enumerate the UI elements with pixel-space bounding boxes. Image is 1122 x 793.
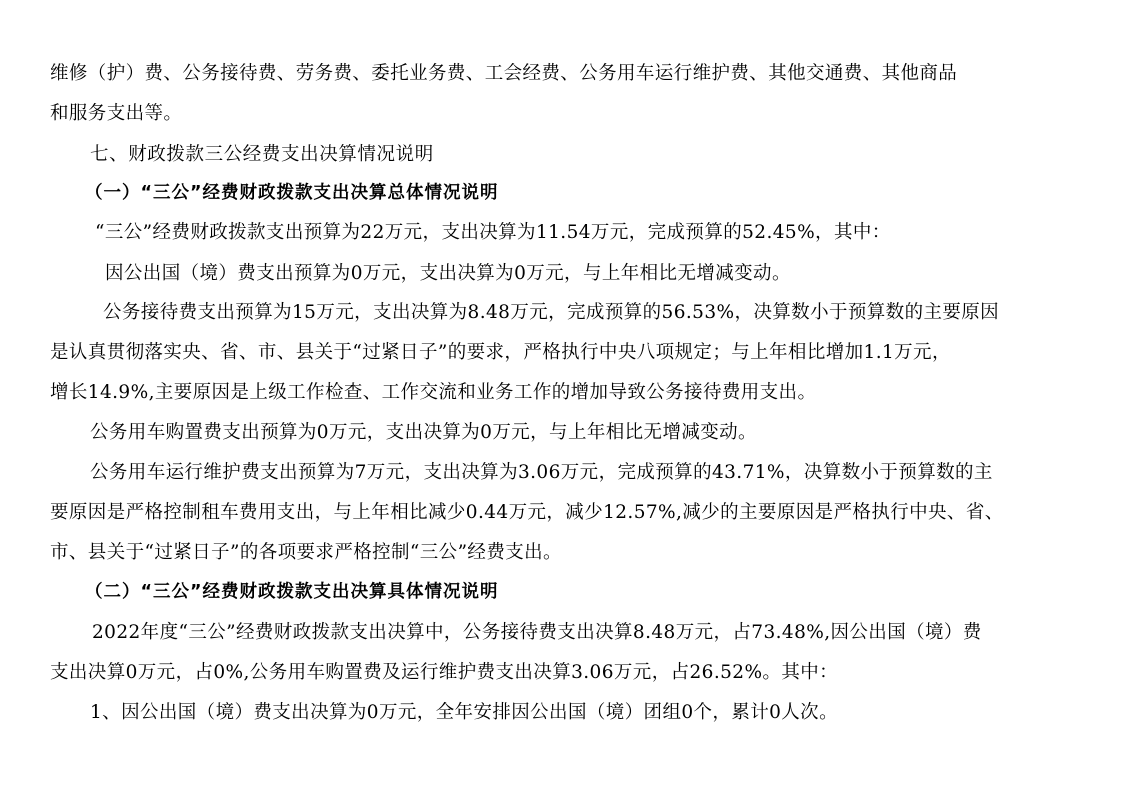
vehicle-purchase-paragraph: 公务用车购置费支出预算为0万元，支出决算为0万元，与上年相比无增减变动。 bbox=[90, 422, 757, 443]
intro-paragraph-line-2: 和服务支出等。 bbox=[50, 103, 183, 124]
detail-paragraph-line-2: 支出决算0万元，占0%,公务用车购置费及运行维护费支出决算3.06万元，占26.52%。其中： bbox=[50, 662, 839, 683]
section-heading: 七、财政拨款三公经费支出决算情况说明 bbox=[90, 144, 434, 165]
vehicle-operation-paragraph-line-3: 市、县关于“过紧日子”的各项要求严格控制“三公”经费支出。 bbox=[50, 542, 562, 563]
reception-paragraph-line-3: 增长14.9%,主要原因是上级工作检查、工作交流和业务工作的增加导致公务接待费用支出。 bbox=[50, 382, 817, 403]
vehicle-operation-paragraph-line-2: 要原因是严格控制租车费用支出，与上年相比减少0.44万元，减少12.57%,减少的主要原因是严格执行中央、省、 bbox=[50, 502, 1004, 523]
abroad-paragraph: 因公出国（境）费支出预算为0万元，支出决算为0万元，与上年相比无增减变动。 bbox=[105, 263, 791, 284]
detail-paragraph-line-1: 2022年度“三公”经费财政拨款支出决算中，公务接待费支出决算8.48万元，占73.48%,因公出国（境）费 bbox=[92, 622, 982, 643]
reception-paragraph-line-2: 是认真贯彻落实央、省、市、县关于“过紧日子”的要求，严格执行中央八项规定；与上年相比增加1.1万元， bbox=[50, 342, 951, 363]
vehicle-operation-paragraph-line-1: 公务用车运行维护费支出预算为7万元，支出决算为3.06万元，完成预算的43.71%，决算数小于预算数的主 bbox=[90, 462, 993, 483]
item-1-paragraph: 1、因公出国（境）费支出决算为0万元，全年安排因公出国（境）团组0个，累计0人次。 bbox=[90, 702, 838, 723]
intro-paragraph-line-1: 维修（护）费、公务接待费、劳务费、委托业务费、工会经费、公务用车运行维护费、其他交通费、其他商品 bbox=[50, 63, 958, 84]
total-paragraph: “三公”经费财政拨款支出预算为22万元，支出决算为11.54万元，完成预算的52.45%，其中： bbox=[95, 222, 891, 243]
reception-paragraph-line-1: 公务接待费支出预算为15万元，支出决算为8.48万元，完成预算的56.53%，决算数小于预算数的主要原因 bbox=[103, 302, 1000, 323]
subheading-overall: （一）“三公”经费财政拨款支出决算总体情况说明 bbox=[85, 183, 499, 203]
subheading-detail: （二）“三公”经费财政拨款支出决算具体情况说明 bbox=[85, 582, 499, 602]
